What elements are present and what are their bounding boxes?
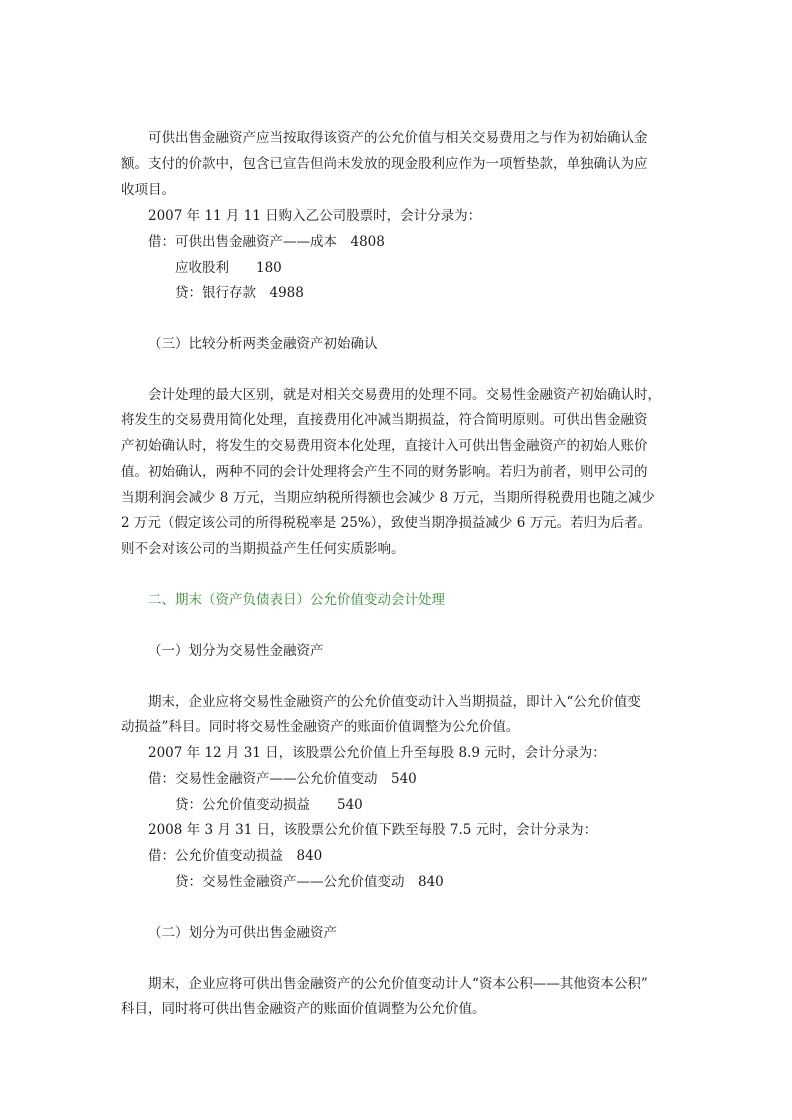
section-heading: 二、期末（资产负债表日）公允价值变动会计处理 [148, 592, 445, 608]
entry-intro: 2008 年 3 月 31 日，该股票公允价值下跌至每股 7.5 元时，会计分录为： [148, 822, 598, 838]
paragraph-line: 动损益”科目。同时将交易性金融资产的账面价值调整为公允价值。 [121, 719, 520, 735]
journal-debit: 借：公允价值变动损益 840 [148, 848, 323, 864]
journal-credit: 贷：公允价值变动损益 540 [175, 797, 363, 813]
paragraph-line: 当期利润会减少 8 万元，当期应纳税所得额也会减少 8 万元，当期所得税费用也随之减少 [121, 490, 655, 506]
paragraph-line: 额。支付的价款中，包含已宣告但尚未发放的现金股利应作为一项暂垫款，单独确认为应 [121, 156, 648, 172]
paragraph-line: 期末，企业应将可供出售金融资产的公允价值变动计人“资本公积——其他资本公积” [148, 976, 648, 992]
paragraph-line: 期末，企业应将交易性金融资产的公允价值变动计入当期损益，即计入“公允价值变 [148, 694, 641, 710]
subheading: （二）划分为可供出售金融资产 [148, 925, 337, 941]
paragraph-line: 科目，同时将可供出售金融资产的账面价值调整为公允价值。 [121, 1001, 486, 1017]
paragraph-line: 可供出售金融资产应当按取得该资产的公允价值与相关交易费用之与作为初始确认金 [148, 130, 648, 146]
paragraph-line: 收项目。 [121, 182, 175, 198]
paragraph-line: 则不会对该公司的当期损益产生任何实质影响。 [121, 541, 405, 557]
paragraph-line: 值。初始确认，两种不同的会计处理将会产生不同的财务影响。若归为前者，则甲公司的 [121, 464, 648, 480]
journal-debit: 借：交易性金融资产——公允价值变动 540 [148, 771, 417, 787]
journal-debit: 应收股利 180 [175, 260, 282, 276]
entry-intro: 2007 年 12 月 31 日，该股票公允价值上升至每股 8.9 元时，会计分录为： [148, 745, 606, 761]
subheading: （三）比较分析两类金融资产初始确认 [148, 336, 378, 352]
journal-credit: 贷：银行存款 4988 [175, 285, 304, 301]
journal-credit: 贷：交易性金融资产——公允价值变动 840 [175, 874, 444, 890]
subheading: （一）划分为交易性金融资产 [148, 643, 324, 659]
paragraph-line: 会计处理的最大区别，就是对相关交易费用的处理不同。交易性金融资产初始确认时， [148, 387, 661, 403]
journal-debit: 借：可供出售金融资产——成本 4808 [148, 234, 385, 250]
paragraph-line: 将发生的交易费用简化处理，直接费用化冲减当期损益，符合简明原则。可供出售金融资 [121, 412, 648, 428]
paragraph-line: 产初始确认时，将发生的交易费用资本化处理，直接计入可供出售金融资产的初始人账价 [121, 438, 648, 454]
entry-intro: 2007 年 11 月 11 日购入乙公司股票时，会计分录为： [148, 208, 482, 224]
paragraph-line: 2 万元（假定该公司的所得税税率是 25%），致使当期净损益减少 6 万元。若归为后者。 [121, 515, 652, 531]
